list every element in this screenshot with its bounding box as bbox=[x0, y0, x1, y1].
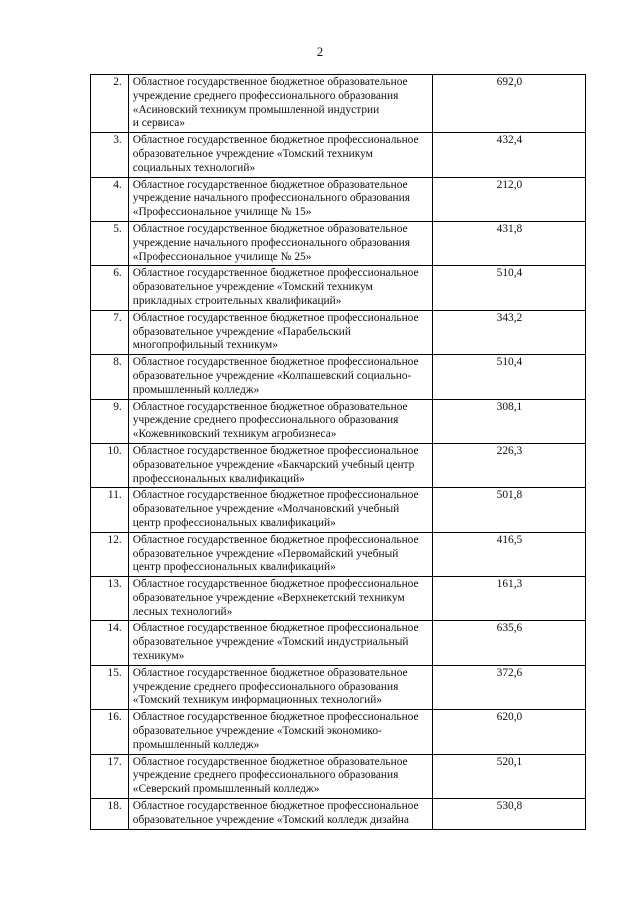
institution-name-line: образовательное учреждение «Томский экономико- bbox=[132, 725, 382, 738]
institution-name bbox=[128, 310, 432, 354]
institution-name-line: центр профессиональных квалификаций» bbox=[132, 561, 336, 574]
institution-name bbox=[128, 621, 432, 665]
institution-name-line: образовательное учреждение «Томский колледж дизайна bbox=[132, 813, 409, 826]
institution-name-line: Областное государственное бюджетное профессиональное bbox=[132, 711, 419, 724]
institution-name-line: образовательное учреждение «Томский техникум bbox=[132, 281, 373, 294]
institution-name-line: «Асиновский техникум промышленной индустрии bbox=[132, 103, 380, 116]
institution-name-line: техникум» bbox=[132, 650, 185, 663]
institution-name-line: Областное государственное бюджетное профессиональное bbox=[132, 578, 419, 591]
institution-name-line: образовательное учреждение «Молчановский учебный bbox=[132, 503, 400, 516]
institution-name-line: Областное государственное бюджетное образовательное bbox=[132, 178, 408, 191]
institution-name bbox=[128, 532, 432, 576]
row-number: 3. bbox=[91, 133, 129, 177]
institution-name-line: Областное государственное бюджетное профессиональное bbox=[132, 800, 419, 813]
institution-name-line: Областное государственное бюджетное образовательное bbox=[132, 400, 408, 413]
institution-name-line: Областное государственное бюджетное профессиональное bbox=[132, 489, 419, 502]
amount-value: 212,0 bbox=[432, 177, 585, 221]
amount-value: 520,1 bbox=[432, 754, 585, 798]
amount-value: 692,0 bbox=[432, 75, 585, 133]
institution-name bbox=[128, 355, 432, 399]
table-row bbox=[91, 665, 586, 709]
institution-name-line: образовательное учреждение «Колпашевский социально- bbox=[132, 369, 412, 382]
institution-name-line: Областное государственное бюджетное образовательное bbox=[132, 76, 408, 88]
institution-name-line: учреждение среднего профессионального образования bbox=[132, 89, 399, 102]
institution-name-line: Областное государственное бюджетное профессиональное bbox=[132, 622, 419, 635]
row-number: 7. bbox=[91, 310, 129, 354]
table-row bbox=[91, 221, 586, 265]
amount-value: 510,4 bbox=[432, 355, 585, 399]
table-row bbox=[91, 621, 586, 665]
institution-name-line: образовательное учреждение «Томский техникум bbox=[132, 147, 373, 160]
institutions-table bbox=[90, 74, 586, 830]
institution-name bbox=[128, 399, 432, 443]
institution-name-line: Областное государственное бюджетное профессиональное bbox=[132, 134, 419, 147]
institution-name bbox=[128, 133, 432, 177]
institution-name-line: учреждение среднего профессионального образования bbox=[132, 769, 399, 782]
row-number: 8. bbox=[91, 355, 129, 399]
institution-name bbox=[128, 177, 432, 221]
institution-name bbox=[128, 577, 432, 621]
table-row bbox=[91, 443, 586, 487]
institution-name-line: «Томский техникум информационных технологий» bbox=[132, 694, 383, 707]
table-row bbox=[91, 710, 586, 754]
row-number: 9. bbox=[91, 399, 129, 443]
amount-value: 416,5 bbox=[432, 532, 585, 576]
amount-value: 530,8 bbox=[432, 799, 585, 830]
institution-name bbox=[128, 754, 432, 798]
table-row bbox=[91, 310, 586, 354]
row-number: 4. bbox=[91, 177, 129, 221]
row-number: 2. bbox=[91, 75, 129, 133]
table-row bbox=[91, 355, 586, 399]
amount-value: 226,3 bbox=[432, 443, 585, 487]
table-row bbox=[91, 266, 586, 310]
institution-name bbox=[128, 799, 432, 830]
institution-name bbox=[128, 710, 432, 754]
institution-name-line: образовательное учреждение «Бакчарский учебный центр bbox=[132, 458, 415, 471]
row-number: 17. bbox=[91, 754, 129, 798]
institution-name bbox=[128, 266, 432, 310]
institution-name-line: Областное государственное бюджетное профессиональное bbox=[132, 356, 419, 369]
table-row bbox=[91, 399, 586, 443]
institution-name-line: промышленный колледж» bbox=[132, 738, 260, 751]
amount-value: 510,4 bbox=[432, 266, 585, 310]
table-row bbox=[91, 754, 586, 798]
row-number: 14. bbox=[91, 621, 129, 665]
table-row bbox=[91, 799, 586, 830]
institution-name-line: и сервиса» bbox=[132, 117, 186, 130]
amount-value: 343,2 bbox=[432, 310, 585, 354]
institution-name-line: Областное государственное бюджетное профессиональное bbox=[132, 533, 419, 546]
institution-name bbox=[128, 443, 432, 487]
institution-name-line: Областное государственное бюджетное профессиональное bbox=[132, 267, 419, 280]
amount-value: 161,3 bbox=[432, 577, 585, 621]
amount-value: 501,8 bbox=[432, 488, 585, 532]
institution-name-line: образовательное учреждение «Первомайский учебный bbox=[132, 547, 399, 560]
table-row bbox=[91, 577, 586, 621]
institution-name-line: Областное государственное бюджетное образовательное bbox=[132, 666, 408, 679]
institution-name-line: центр профессиональных квалификаций» bbox=[132, 516, 336, 529]
institution-name-line: учреждение начального профессионального образования bbox=[132, 192, 410, 205]
institution-name-line: образовательное учреждение «Томский индустриальный bbox=[132, 636, 409, 649]
institution-name-line: прикладных строительных квалификаций» bbox=[132, 294, 342, 307]
table-row bbox=[91, 488, 586, 532]
institution-name-line: Областное государственное бюджетное образовательное bbox=[132, 222, 408, 235]
row-number: 11. bbox=[91, 488, 129, 532]
amount-value: 308,1 bbox=[432, 399, 585, 443]
table-row bbox=[91, 75, 586, 133]
table-row bbox=[91, 133, 586, 177]
institution-name-line: учреждение начального профессионального образования bbox=[132, 236, 410, 249]
amount-value: 620,0 bbox=[432, 710, 585, 754]
institution-name-line: образовательное учреждение «Парабельский bbox=[132, 325, 351, 338]
table-body bbox=[91, 75, 586, 830]
institution-name bbox=[128, 665, 432, 709]
institution-name-line: учреждение среднего профессионального образования bbox=[132, 414, 399, 427]
amount-value: 635,6 bbox=[432, 621, 585, 665]
row-number: 15. bbox=[91, 665, 129, 709]
institution-name-line: Областное государственное бюджетное профессиональное bbox=[132, 311, 419, 324]
institution-name-line: многопрофильный техникум» bbox=[132, 339, 278, 352]
row-number: 12. bbox=[91, 532, 129, 576]
row-number: 13. bbox=[91, 577, 129, 621]
table-row bbox=[91, 177, 586, 221]
institution-name-line: промышленный колледж» bbox=[132, 383, 260, 396]
institution-name-line: профессиональных квалификаций» bbox=[132, 472, 305, 485]
institution-name-line: лесных технологий» bbox=[132, 605, 233, 618]
institution-name-line: Областное государственное бюджетное образовательное bbox=[132, 755, 408, 768]
institution-name-line: образовательное учреждение «Верхнекетский техникум bbox=[132, 591, 405, 604]
row-number: 16. bbox=[91, 710, 129, 754]
institution-name bbox=[128, 488, 432, 532]
amount-value: 432,4 bbox=[432, 133, 585, 177]
institution-name-line: «Профессиональное училище № 15» bbox=[132, 206, 312, 219]
row-number: 18. bbox=[91, 799, 129, 830]
amount-value: 431,8 bbox=[432, 221, 585, 265]
institution-name-line: «Кожевниковский техникум агробизнеса» bbox=[132, 428, 337, 441]
page-number: 2 bbox=[316, 44, 324, 59]
table-row bbox=[91, 532, 586, 576]
institution-name-line: «Северский промышленный колледж» bbox=[132, 783, 320, 796]
institution-name bbox=[128, 221, 432, 265]
institution-name-line: «Профессиональное училище № 25» bbox=[132, 250, 312, 263]
row-number: 5. bbox=[91, 221, 129, 265]
institution-name-line: Областное государственное бюджетное профессиональное bbox=[132, 444, 419, 457]
amount-value: 372,6 bbox=[432, 665, 585, 709]
row-number: 6. bbox=[91, 266, 129, 310]
institution-name-line: социальных технологий» bbox=[132, 161, 256, 174]
row-number: 10. bbox=[91, 443, 129, 487]
institution-name bbox=[128, 75, 432, 133]
institution-name-line: учреждение среднего профессионального образования bbox=[132, 680, 399, 693]
